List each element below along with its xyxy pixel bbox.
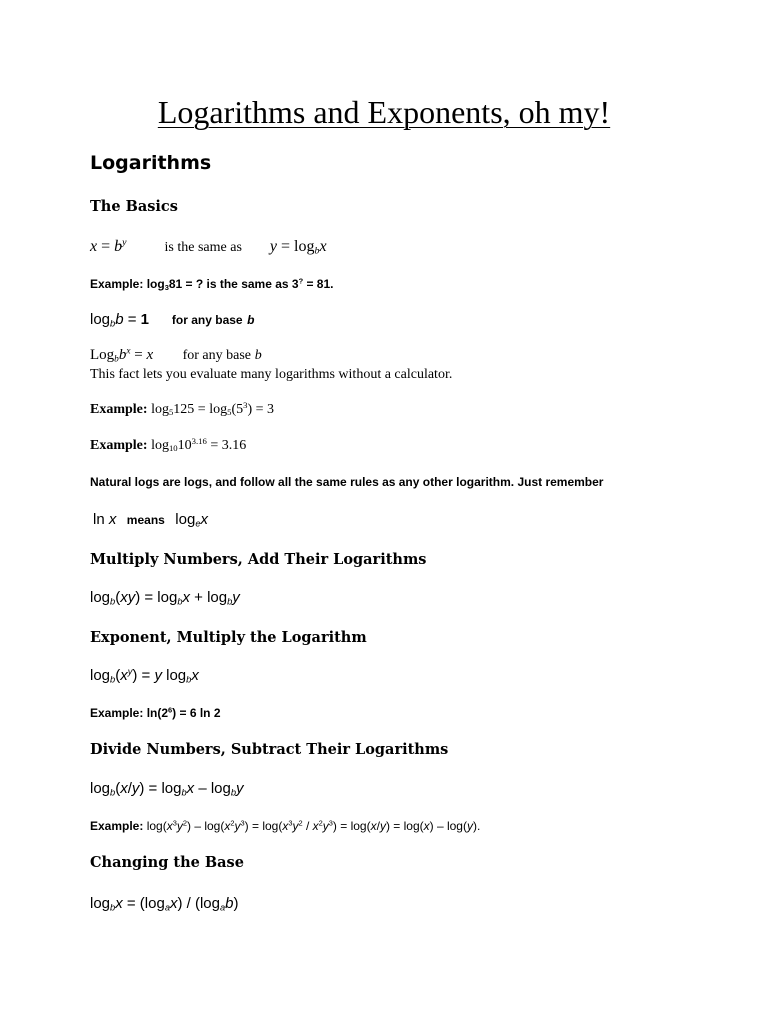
subheading-change-base: Changing the Base — [90, 854, 244, 871]
identity-logb-bx: $Log_bb^x = x$ for any base b — [90, 346, 262, 365]
example-quotient: Example: $\log(x^3y^2) - \log(x^2y^3) = \log(x^3y^2 / x^2y^3) = \log(x/y) = \log(x) - \log(y)$. — [90, 818, 481, 833]
power-rule: $\log_b(x^y) = y$ $\log_bx$ — [90, 666, 199, 685]
example-log5-125: Example: $\log_5125 = \log_5(5^3) = 3$ — [90, 399, 275, 418]
quotient-rule: $\log_b(x/y) = \log_bx - \log_by$ — [90, 780, 244, 798]
subheading-basics: The Basics — [90, 198, 178, 215]
natural-logs-note: Natural logs are logs, and follow all the same rules as any other logarithm. Just remember — [90, 475, 604, 489]
subheading-divide: Divide Numbers, Subtract Their Logarithms — [90, 741, 449, 758]
subheading-multiply: Multiply Numbers, Add Their Logarithms — [90, 551, 427, 568]
example-log3-81: Example: $\log_381$ = ? is the same as 3? = 81. — [90, 276, 334, 292]
page-title: Logarithms and Exponents, oh my! — [157, 94, 611, 130]
ln-definition: ln x means $\log_ex$ — [93, 511, 208, 529]
identity-logb-b: $\log_bb = 1$ for any base b — [90, 311, 255, 329]
subheading-exponent: Exponent, Multiply the Logarithm — [90, 629, 367, 646]
product-rule: $\log_b(xy) = \log_bx + \log_by$ — [90, 589, 240, 607]
section-heading-logarithms: Logarithms — [90, 152, 212, 174]
fact-text: This fact lets you evaluate many logarithms without a calculator. — [90, 367, 453, 382]
change-of-base-rule: $\log_bx = (\log_ax) / (\log_ab)$ — [90, 895, 239, 913]
example-ln-2-6: Example: $\ln(2^6) = 6$ ln 2 — [90, 705, 221, 720]
basic-definition: $x = b^y$ is the same as $y = \log_bx$ — [90, 237, 327, 257]
example-log10: Example: $\log_{10}10^{3.16} = 3.16$ — [90, 435, 247, 454]
